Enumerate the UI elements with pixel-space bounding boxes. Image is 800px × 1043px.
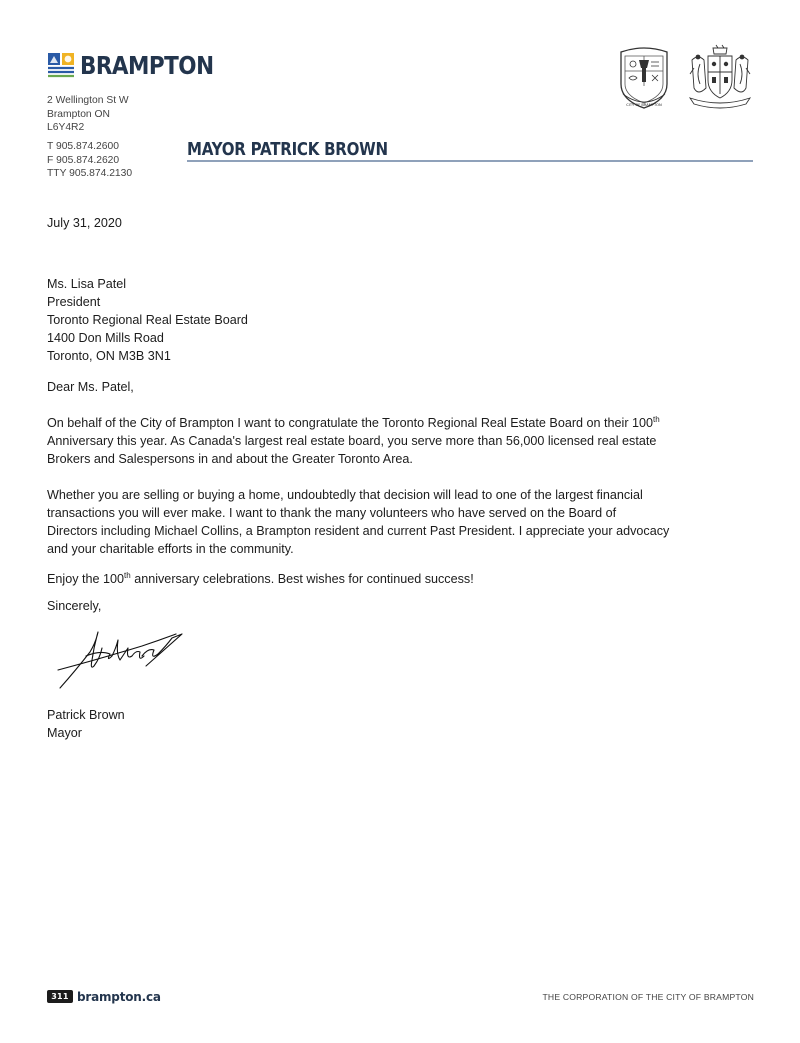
office-title: MAYOR PATRICK BROWN [187, 140, 388, 160]
paragraph-line: Whether you are selling or buying a home, undoubtedly that decision will lead to one of the largest financial [47, 488, 643, 502]
office-address [47, 94, 129, 135]
paragraph-line: and your charitable efforts in the community. [47, 542, 294, 556]
recipient-city: Toronto, ON M3B 3N1 [47, 349, 171, 363]
recipient-street: 1400 Don Mills Road [47, 331, 164, 345]
paragraph-line: Directors including Michael Collins, a Brampton resident and current Past President. I appreciate your advocacy [47, 524, 670, 538]
brampton-flower-icon [47, 52, 75, 80]
recipient-title: President [47, 295, 101, 309]
seal-text: CITY OF BRAMPTON [626, 103, 662, 107]
footer-corporation: THE CORPORATION OF THE CITY OF BRAMPTON [542, 992, 754, 1002]
coat-of-arms-icon [686, 44, 754, 110]
brampton-logo [47, 52, 235, 80]
paragraph-wishes [47, 570, 747, 588]
paragraph-text: Enjoy the 100 [47, 572, 125, 586]
signer-block [47, 706, 747, 742]
address-line: L6Y4R2 [47, 122, 85, 133]
paragraph-line: Brokers and Salespersons in and about the Greater Toronto Area. [47, 452, 413, 466]
address-line: Brampton ON [47, 108, 110, 120]
signer-title: Mayor [47, 726, 82, 740]
header-divider [187, 160, 753, 162]
paragraph-thanks [47, 486, 747, 558]
paragraph-congratulations [47, 414, 747, 468]
tty-line: TTY 905.874.2130 [47, 168, 133, 179]
paragraph-line: transactions you will ever make. I want to thank the many volunteers who have served on the Board of [47, 506, 617, 520]
paragraph-text: anniversary celebrations. Best wishes for continued success! [130, 572, 474, 586]
office-phones [47, 140, 132, 181]
handwritten-signature [56, 626, 188, 690]
phone-311-icon: 311 [47, 990, 73, 1003]
salutation: Dear Ms. Patel, [47, 380, 134, 394]
fax-line: F 905.874.2620 [47, 154, 120, 166]
letter-date: July 31, 2020 [47, 216, 122, 230]
recipient-name: Ms. Lisa Patel [47, 277, 127, 291]
recipient-organization: Toronto Regional Real Estate Board [47, 313, 248, 327]
paragraph-line [47, 414, 747, 432]
signer-name: Patrick Brown [47, 708, 125, 722]
ordinal-suffix: th [653, 414, 660, 424]
phone-line: T 905.874.2600 [47, 141, 119, 152]
paragraph-text: On behalf of the City of Brampton I want to congratulate the Toronto Regional Real Estate Board on their 100 [47, 416, 654, 430]
ordinal-suffix: th [124, 570, 131, 580]
logo-wordmark: BRAMPTON [80, 51, 214, 80]
recipient-block [47, 275, 747, 365]
address-line: 2 Wellington St W [47, 95, 129, 106]
closing: Sincerely, [47, 599, 102, 613]
paragraph-line: Anniversary this year. As Canada's largest real estate board, you serve more than 56,000 licensed real estate [47, 434, 657, 448]
city-seal-icon [615, 44, 673, 110]
footer-contact [47, 989, 161, 1004]
website-link[interactable]: brampton.ca [77, 989, 161, 1004]
